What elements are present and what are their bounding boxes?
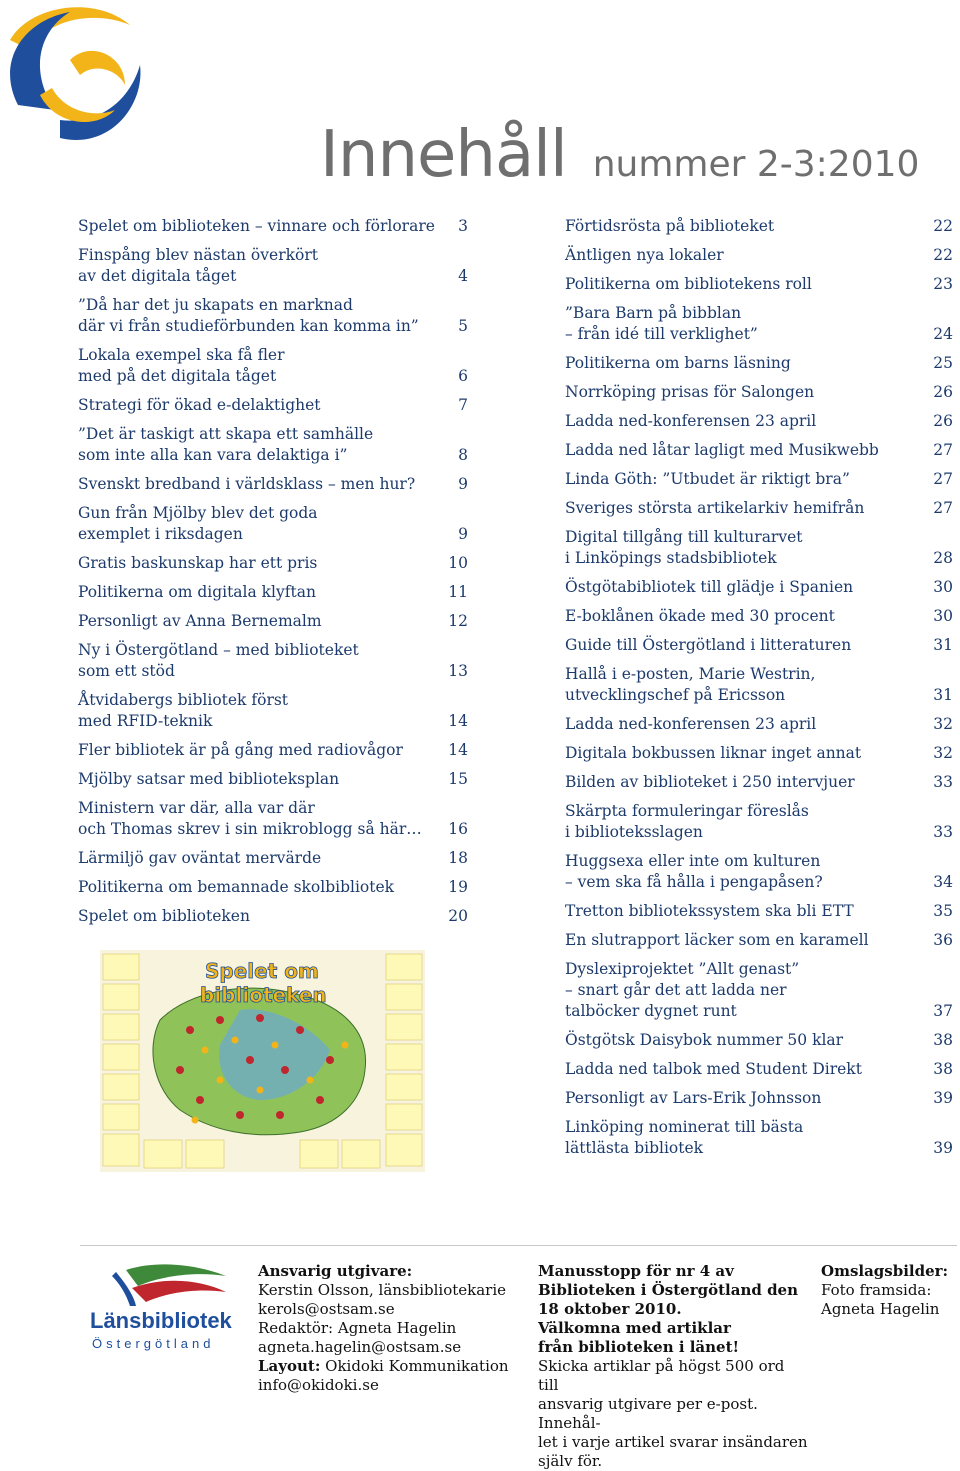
toc-entry-line: Mjölby satsar med biblioteksplan [78, 770, 340, 788]
publisher-heading: Ansvarig utgivare: [258, 1262, 413, 1280]
toc-entry[interactable] [78, 690, 470, 732]
toc-entry-line: Tretton bibliotekssystem ska bli ETT [565, 902, 854, 920]
toc-entry[interactable] [78, 345, 470, 387]
toc-entry[interactable] [565, 851, 955, 893]
toc-entry[interactable] [78, 503, 470, 545]
toc-entry-page: 28 [933, 549, 953, 567]
toc-entry-line: Ny i Östergötland – med biblioteket [78, 641, 359, 659]
toc-entry-page: 19 [448, 878, 468, 896]
toc-entry[interactable] [78, 582, 470, 603]
toc-entry-title [78, 395, 470, 416]
deadline-text: själv för. [538, 1452, 603, 1470]
footer-publisher [258, 1262, 518, 1395]
toc-entry[interactable] [565, 1030, 955, 1051]
toc-entry-page: 20 [448, 907, 468, 925]
toc-entry-page: 6 [458, 367, 468, 385]
toc-entry[interactable] [565, 1117, 955, 1159]
toc-entry-title [78, 582, 470, 603]
toc-entry-line: Finspång blev nästan överkört [78, 246, 318, 264]
title-main: Innehåll [320, 118, 567, 192]
toc-entry[interactable] [565, 772, 955, 793]
toc-entry-page: 22 [933, 246, 953, 264]
toc-entry[interactable] [565, 245, 955, 266]
toc-entry-page: 25 [933, 354, 953, 372]
toc-entry-page: 33 [933, 773, 953, 791]
toc-entry[interactable] [78, 611, 470, 632]
toc-entry-page: 38 [933, 1031, 953, 1049]
toc-entry-page: 34 [933, 873, 953, 891]
toc-entry[interactable] [565, 382, 955, 403]
footer-deadline [538, 1262, 808, 1471]
deadline-line: Manusstopp för nr 4 av [538, 1262, 734, 1280]
deadline-text: ansvarig utgivare per e-post. Innehål- [538, 1395, 758, 1432]
deadline-line: från biblioteken i länet! [538, 1338, 740, 1356]
toc-entry-title [565, 469, 955, 490]
toc-entry-line: Sveriges största artikelarkiv hemifrån [565, 499, 865, 517]
toc-entry-title [565, 303, 955, 345]
deadline-line: Välkomna med artiklar [538, 1319, 731, 1337]
toc-entry[interactable] [78, 424, 470, 466]
toc-entry[interactable] [565, 1059, 955, 1080]
toc-entry-line: Äntligen nya lokaler [565, 246, 724, 264]
toc-entry-title [565, 743, 955, 764]
toc-entry-line: Ladda ned låtar lagligt med Musikwebb [565, 441, 879, 459]
toc-entry[interactable] [565, 635, 955, 656]
toc-right-column [565, 216, 955, 1167]
logo-region: Östergötland [92, 1336, 215, 1351]
toc-entry-title [78, 690, 470, 732]
toc-entry[interactable] [78, 474, 470, 495]
toc-entry-title [78, 295, 470, 337]
toc-entry-line: där vi från studieförbunden kan komma in” [78, 317, 419, 335]
toc-entry-line: Svenskt bredband i världsklass – men hur? [78, 475, 416, 493]
toc-entry-line: Skärpta formuleringar föreslås [565, 802, 809, 820]
toc-entry-line: Huggsexa eller inte om kulturen [565, 852, 821, 870]
toc-entry-line: ”Då har det ju skapats en marknad [78, 296, 353, 314]
toc-entry-line: lättlästa bibliotek [565, 1139, 704, 1157]
map-title-line1: Spelet om [205, 959, 319, 983]
toc-entry-title [565, 245, 955, 266]
toc-entry-page: 27 [933, 499, 953, 517]
toc-entry[interactable] [78, 906, 470, 927]
toc-entry-title [565, 382, 955, 403]
toc-entry-line: i biblioteksslagen [565, 823, 703, 841]
toc-entry-line: Förtidsrösta på biblioteket [565, 217, 775, 235]
cover-line: Foto framsida: [821, 1281, 932, 1299]
toc-entry-line: Lokala exempel ska få fler [78, 346, 285, 364]
toc-entry-page: 5 [458, 317, 468, 335]
toc-entry[interactable] [565, 664, 955, 706]
toc-entry-title [565, 527, 955, 569]
toc-entry-page: 35 [933, 902, 953, 920]
layout-line [258, 1357, 518, 1376]
toc-entry-title [565, 216, 955, 237]
toc-entry-line: – från idé till verklighet” [565, 325, 758, 343]
toc-entry[interactable] [78, 216, 470, 237]
toc-entry-title [565, 714, 955, 735]
toc-entry-title [78, 798, 470, 840]
toc-entry-page: 39 [933, 1139, 953, 1157]
toc-entry[interactable] [565, 469, 955, 490]
toc-entry[interactable] [565, 901, 955, 922]
toc-entry-line: Fler bibliotek är på gång med radiovågor [78, 741, 403, 759]
toc-entry-page: 27 [933, 441, 953, 459]
toc-left-column [78, 216, 470, 935]
toc-entry-line: Personligt av Lars-Erik Johnsson [565, 1089, 822, 1107]
toc-entry-title [78, 640, 470, 682]
toc-entry-title [565, 851, 955, 893]
toc-entry-title [565, 498, 955, 519]
toc-entry-title [565, 274, 955, 295]
toc-entry-line: av det digitala tåget [78, 267, 237, 285]
toc-entry-line: Linköping nominerat till bästa [565, 1118, 804, 1136]
cover-heading: Omslagsbilder: [821, 1262, 949, 1280]
layout-label: Layout: [258, 1357, 321, 1375]
map-title-line2: biblioteken [200, 983, 327, 1007]
toc-entry-line: Bilden av biblioteket i 250 intervjuer [565, 773, 855, 791]
toc-entry-line: exemplet i riksdagen [78, 525, 243, 543]
toc-entry-title [565, 353, 955, 374]
toc-entry-title [565, 801, 955, 843]
toc-entry-title [78, 345, 470, 387]
toc-entry-line: E-boklånen ökade med 30 procent [565, 607, 835, 625]
toc-entry-page: 11 [448, 583, 468, 601]
toc-entry-title [78, 906, 470, 927]
toc-entry[interactable] [78, 245, 470, 287]
toc-entry-page: 4 [458, 267, 468, 285]
toc-entry-page: 8 [458, 446, 468, 464]
toc-entry[interactable] [565, 714, 955, 735]
toc-entry-page: 22 [933, 217, 953, 235]
toc-entry-line: utvecklingschef på Ericsson [565, 686, 786, 704]
deadline-text: let i varje artikel svarar insändaren [538, 1433, 808, 1451]
toc-entry[interactable] [78, 877, 470, 898]
toc-entry[interactable] [78, 848, 470, 869]
toc-entry[interactable] [78, 295, 470, 337]
deadline-text: Skicka artiklar på högst 500 ord till [538, 1357, 785, 1394]
toc-entry-title [78, 877, 470, 898]
editor-email[interactable]: agneta.hagelin@ostsam.se [258, 1338, 462, 1356]
toc-entry-title [565, 635, 955, 656]
editor-line: Redaktör: Agneta Hagelin [258, 1319, 457, 1337]
toc-entry-line: Ladda ned talbok med Student Direkt [565, 1060, 862, 1078]
toc-entry-line: ”Det är taskigt att skapa ett samhälle [78, 425, 374, 443]
toc-entry[interactable] [565, 1088, 955, 1109]
toc-entry-page: 23 [933, 275, 953, 293]
toc-entry-page: 14 [448, 741, 468, 759]
toc-entry[interactable] [565, 801, 955, 843]
toc-entry-line: En slutrapport läcker som en karamell [565, 931, 869, 949]
toc-entry-line: Dyslexiprojektet ”Allt genast” [565, 960, 800, 978]
toc-entry-page: 13 [448, 662, 468, 680]
toc-entry-line: Gratis baskunskap har ett pris [78, 554, 318, 572]
toc-entry-line: Personligt av Anna Bernemalm [78, 612, 322, 630]
toc-entry-line: – snart går det att ladda ner [565, 981, 787, 999]
toc-entry-title [78, 424, 470, 466]
toc-entry-page: 26 [933, 412, 953, 430]
toc-entry[interactable] [565, 743, 955, 764]
toc-entry-title [565, 930, 955, 951]
toc-entry-page: 26 [933, 383, 953, 401]
toc-entry-line: Östgötabibliotek till glädje i Spanien [565, 578, 854, 596]
toc-entry-page: 16 [448, 820, 468, 838]
toc-entry-line: med på det digitala tåget [78, 367, 277, 385]
toc-entry[interactable] [565, 930, 955, 951]
toc-entry-line: Politikerna om barns läsning [565, 354, 791, 372]
toc-entry[interactable] [565, 440, 955, 461]
game-map-image [100, 950, 425, 1172]
toc-entry-page: 30 [933, 578, 953, 596]
toc-entry-title [565, 606, 955, 627]
toc-entry-title [565, 772, 955, 793]
toc-entry-page: 31 [933, 686, 953, 704]
toc-entry-title [78, 474, 470, 495]
toc-entry-title [565, 1030, 955, 1051]
toc-entry-title [78, 740, 470, 761]
toc-entry-line: Gun från Mjölby blev det goda [78, 504, 318, 522]
toc-entry-line: Guide till Östergötland i litteraturen [565, 636, 852, 654]
toc-entry-line: Östgötsk Daisybok nummer 50 klar [565, 1031, 844, 1049]
toc-entry-title [565, 959, 955, 1022]
toc-entry-line: Digital tillgång till kulturarvet [565, 528, 803, 546]
logo-swirl-icon [0, 0, 145, 150]
footer-divider [80, 1245, 957, 1246]
deadline-line: 18 oktober 2010. [538, 1300, 682, 1318]
toc-entry[interactable] [565, 577, 955, 598]
toc-entry-line: Digitala bokbussen liknar inget annat [565, 744, 862, 762]
toc-entry[interactable] [78, 769, 470, 790]
toc-entry[interactable] [78, 740, 470, 761]
toc-entry-page: 14 [448, 712, 468, 730]
toc-entry-line: som inte alla kan vara delaktiga i” [78, 446, 348, 464]
toc-entry-line: med RFID-teknik [78, 712, 213, 730]
layout-email[interactable]: info@okidoki.se [258, 1376, 379, 1394]
toc-entry-title [78, 769, 470, 790]
toc-entry-title [78, 848, 470, 869]
toc-entry-page: 15 [448, 770, 468, 788]
toc-entry-page: 32 [933, 744, 953, 762]
cover-line: Agneta Hagelin [821, 1300, 940, 1318]
footer-cover-credits [821, 1262, 956, 1319]
toc-entry[interactable] [565, 216, 955, 237]
toc-entry-title [78, 216, 470, 237]
publisher-email[interactable]: kerols@ostsam.se [258, 1300, 395, 1318]
toc-entry-line: Ladda ned-konferensen 23 april [565, 412, 817, 430]
deadline-line: Biblioteken i Östergötland den [538, 1281, 799, 1299]
toc-entry[interactable] [565, 353, 955, 374]
toc-entry-page: 36 [933, 931, 953, 949]
toc-entry-page: 31 [933, 636, 953, 654]
toc-entry-line: som ett stöd [78, 662, 175, 680]
toc-entry-line: Politikerna om bibliotekens roll [565, 275, 812, 293]
toc-entry-title [565, 1059, 955, 1080]
toc-entry-line: Lärmiljö gav oväntat mervärde [78, 849, 322, 867]
title-issue: nummer 2-3:2010 [592, 144, 920, 185]
publisher-line: Kerstin Olsson, länsbibliotekarie [258, 1281, 507, 1299]
toc-entry-title [565, 577, 955, 598]
toc-entry[interactable] [565, 274, 955, 295]
toc-entry-line: Åtvidabergs bibliotek först [78, 691, 289, 709]
toc-entry-line: – vem ska få hålla i pengapåsen? [565, 873, 823, 891]
toc-entry-page: 37 [933, 1002, 953, 1020]
layout-value: Okidoki Kommunikation [325, 1357, 509, 1375]
toc-entry-title [565, 901, 955, 922]
toc-entry[interactable] [565, 959, 955, 1022]
toc-entry[interactable] [565, 411, 955, 432]
toc-entry-page: 9 [458, 475, 468, 493]
toc-entry-title [565, 411, 955, 432]
toc-entry-page: 3 [458, 217, 468, 235]
toc-entry-page: 33 [933, 823, 953, 841]
toc-entry-page: 9 [458, 525, 468, 543]
toc-entry-line: Spelet om biblioteken [78, 907, 250, 925]
toc-entry-line: i Linköpings stadsbibliotek [565, 549, 777, 567]
toc-entry-line: Hallå i e-posten, Marie Westrin, [565, 665, 816, 683]
lansbibliotek-logo-icon [86, 1262, 246, 1354]
toc-entry[interactable] [78, 395, 470, 416]
toc-entry-page: 32 [933, 715, 953, 733]
toc-entry-line: Politikerna om bemannade skolbibliotek [78, 878, 395, 896]
toc-entry-line: Ladda ned-konferensen 23 april [565, 715, 817, 733]
toc-entry[interactable] [565, 527, 955, 569]
toc-entry-title [565, 440, 955, 461]
toc-entry-page: 39 [933, 1089, 953, 1107]
toc-entry-title [78, 553, 470, 574]
toc-entry-line: Politikerna om digitala klyftan [78, 583, 316, 601]
toc-entry-line: Ministern var där, alla var där [78, 799, 315, 817]
logo-name: Länsbibliotek [90, 1308, 232, 1333]
toc-entry-line: och Thomas skrev i sin mikroblogg så här… [78, 820, 422, 838]
toc-entry-page: 27 [933, 470, 953, 488]
toc-entry-page: 18 [448, 849, 468, 867]
toc-entry[interactable] [78, 553, 470, 574]
toc-entry-page: 38 [933, 1060, 953, 1078]
toc-entry-line: Norrköping prisas för Salongen [565, 383, 815, 401]
toc-entry-line: Spelet om biblioteken – vinnare och förlorare [78, 217, 435, 235]
toc-entry-page: 24 [933, 325, 953, 343]
toc-entry[interactable] [565, 606, 955, 627]
toc-entry[interactable] [78, 640, 470, 682]
toc-entry-title [78, 503, 470, 545]
toc-entry[interactable] [565, 303, 955, 345]
toc-entry-page: 10 [448, 554, 468, 572]
toc-entry[interactable] [565, 498, 955, 519]
toc-entry-title [565, 664, 955, 706]
toc-entry-title [78, 245, 470, 287]
toc-entry-line: talböcker dygnet runt [565, 1002, 737, 1020]
toc-entry-line: Strategi för ökad e-delaktighet [78, 396, 321, 414]
page-title [320, 118, 950, 198]
toc-entry-title [78, 611, 470, 632]
toc-entry-title [565, 1117, 955, 1159]
toc-entry-line: Linda Göth: ”Utbudet är riktigt bra” [565, 470, 850, 488]
toc-entry-line: ”Bara Barn på bibblan [565, 304, 742, 322]
toc-entry-title [565, 1088, 955, 1109]
toc-entry-page: 12 [448, 612, 468, 630]
toc-entry[interactable] [78, 798, 470, 840]
toc-entry-page: 30 [933, 607, 953, 625]
toc-entry-page: 7 [458, 396, 468, 414]
